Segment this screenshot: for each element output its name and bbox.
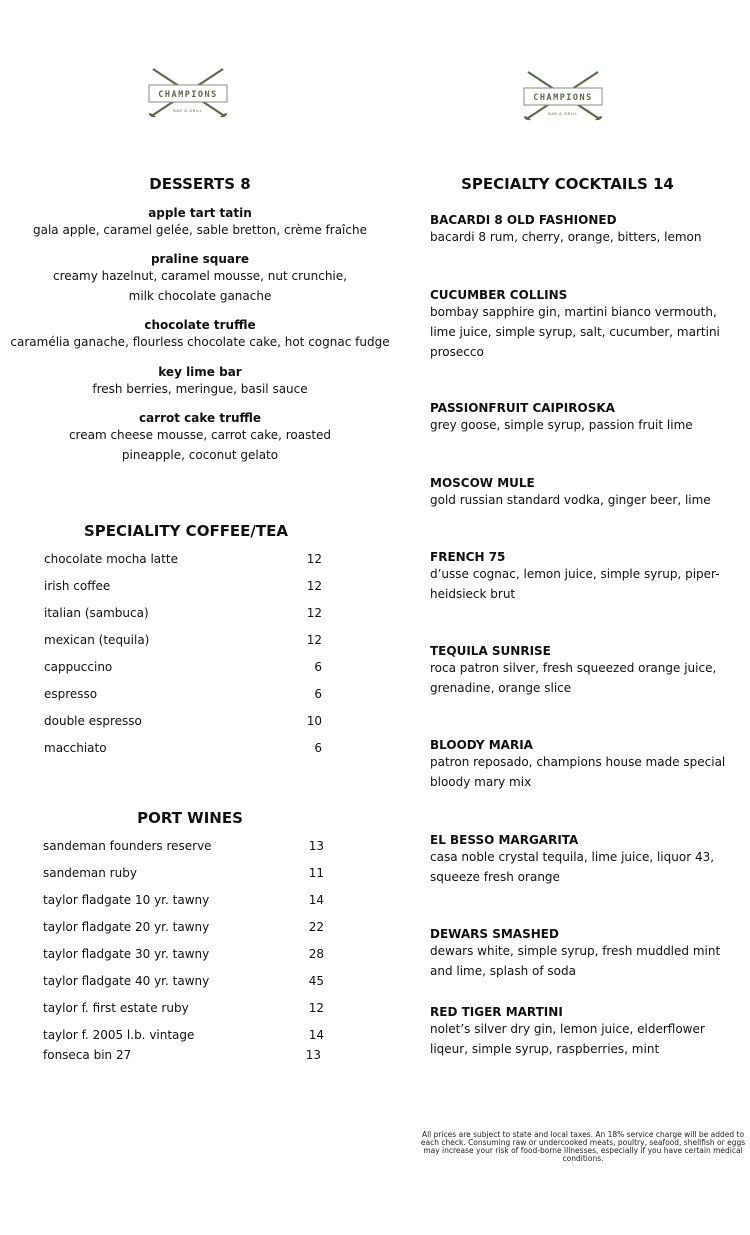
port-item-price: 13 [308,839,324,853]
port-item-price: 22 [308,920,324,934]
coffee-item-name: double espresso [44,714,142,728]
cocktail-name: BLOODY MARIA [430,738,533,752]
logo-left [143,63,233,123]
dessert-desc: gala apple, caramel gelée, sable bretton, crème fraîche [33,223,367,237]
coffee-item-name: chocolate mocha latte [44,552,178,566]
svg-text:CHAMPIONS: CHAMPIONS [158,90,218,100]
dessert-desc: milk chocolate ganache [128,289,272,303]
logo-right [518,66,608,126]
coffee-item-price: 6 [314,660,322,674]
port-item-price: 11 [308,866,324,880]
cocktail-item [430,550,720,604]
dessert-name: apple tart tatin [148,206,252,220]
cocktail-desc: grey goose, simple syrup, passion fruit lime [430,418,693,432]
coffee-item-price: 12 [306,552,322,566]
cocktail-name: CUCUMBER COLLINS [430,288,568,302]
dessert-item [0,252,400,306]
footer-line: may increase your risk of food-borne illnesses, especially if you have certain medical [423,1146,743,1155]
port-item-name: taylor fladgate 30 yr. tawny [43,947,210,961]
cocktail-item [430,476,711,510]
cocktail-desc: bloody mary mix [430,775,532,789]
cocktail-name: BACARDI 8 OLD FASHIONED [430,213,617,227]
port-item-name: sandeman founders reserve [43,839,212,853]
cocktail-item [430,927,720,981]
cocktail-desc: prosecco [430,345,484,359]
coffee-item-price: 10 [306,714,322,728]
cocktail-item [430,833,714,887]
dessert-item [0,365,400,399]
dessert-desc: caramélia ganache, flourless chocolate cake, hot cognac fudge [10,335,390,349]
port-item-price: 12 [308,1001,324,1015]
port-item-name: taylor fladgate 20 yr. tawny [43,920,210,934]
coffee-item-name: espresso [44,687,98,701]
coffee-item-name: cappuccino [44,660,113,674]
coffee-item-price: 12 [306,633,322,647]
coffee-item-price: 12 [306,606,322,620]
desserts-title: DESSERTS 8 [149,175,251,193]
cocktail-desc: gold russian standard vodka, ginger beer, lime [430,493,711,507]
cocktail-item [430,738,725,792]
dessert-item [0,411,400,465]
coffee-item-price: 6 [314,741,322,755]
dessert-desc: fresh berries, meringue, basil sauce [92,382,308,396]
coffee-item-price: 12 [306,579,322,593]
dessert-desc: creamy hazelnut, caramel mousse, nut crunchie, [53,269,347,283]
port-item-name: sandeman ruby [43,866,137,880]
cocktail-name: EL BESSO MARGARITA [430,833,579,847]
cocktail-item [430,644,716,698]
cocktail-desc: nolet’s silver dry gin, lemon juice, elderflower [430,1022,705,1036]
coffee-item-name: macchiato [44,741,107,755]
port-item-name: fonseca bin 27 [43,1048,132,1062]
cocktail-desc: squeeze fresh orange [430,870,560,884]
port-item-price: 28 [308,947,324,961]
svg-text:BAR & GRILL: BAR & GRILL [548,112,578,116]
cocktail-name: DEWARS SMASHED [430,927,559,941]
dessert-item [0,318,400,352]
port-item-name: taylor fladgate 40 yr. tawny [43,974,210,988]
footer-disclaimer [418,1131,748,1163]
cocktail-desc: lime juice, simple syrup, salt, cucumber, martini [430,325,720,339]
cocktail-desc: dewars white, simple syrup, fresh muddled mint [430,944,721,958]
port-item-name: taylor fladgate 10 yr. tawny [43,893,210,907]
dessert-desc: pineapple, coconut gelato [121,448,279,462]
port-title: PORT WINES [137,809,243,827]
cocktail-desc: bacardi 8 rum, cherry, orange, bitters, lemon [430,230,702,244]
port-item-price: 14 [308,1028,324,1042]
dessert-name: praline square [150,252,250,266]
cocktail-item [430,401,693,435]
port-item-price: 45 [308,974,324,988]
dessert-name: chocolate truffle [144,318,256,332]
dessert-item [0,206,400,240]
port-item-price: 13 [305,1048,321,1062]
champions-logo-icon [518,66,608,126]
champions-logo-icon [143,63,233,123]
dessert-desc: cream cheese mousse, carrot cake, roasted [68,428,332,442]
cocktail-desc: liqeur, simple syrup, raspberries, mint [430,1042,660,1056]
port-item-name: taylor f. first estate ruby [43,1001,189,1015]
port-item-price: 14 [308,893,324,907]
cocktail-name: RED TIGER MARTINI [430,1005,563,1019]
cocktail-desc: patron reposado, champions house made special [430,755,726,769]
dessert-name: carrot cake truffle [138,411,262,425]
coffee-item-name: mexican (tequila) [44,633,150,647]
cocktail-name: PASSIONFRUIT CAIPIROSKA [430,401,615,415]
cocktail-desc: grenadine, orange slice [430,681,572,695]
coffee-item-price: 6 [314,687,322,701]
cocktail-desc: and lime, splash of soda [430,964,576,978]
coffee-title: SPECIALITY COFFEE/TEA [83,522,288,540]
svg-text:BAR & GRILL: BAR & GRILL [173,109,203,113]
svg-text:CHAMPIONS: CHAMPIONS [533,93,593,103]
cocktail-desc: bombay sapphire gin, martini bianco vermouth, [430,305,717,319]
footer-line: All prices are subject to state and local taxes. An 18% service charge will be added to [421,1130,745,1139]
cocktail-desc: casa noble crystal tequila, lime juice, liquor 43, [430,850,715,864]
cocktail-item [430,213,701,247]
port-item-name: taylor f. 2005 l.b. vintage [43,1028,195,1042]
cocktail-name: FRENCH 75 [430,550,506,564]
coffee-item-name: italian (sambuca) [44,606,149,620]
cocktail-name: TEQUILA SUNRISE [430,644,551,658]
cocktails-title: SPECIALTY COCKTAILS 14 [461,175,674,193]
cocktail-name: MOSCOW MULE [430,476,535,490]
dessert-name: key lime bar [158,365,242,379]
cocktail-item [430,1005,705,1059]
cocktail-item [430,288,720,362]
coffee-item-name: irish coffee [44,579,111,593]
cocktail-desc: heidsieck brut [430,587,516,601]
cocktail-desc: roca patron silver, fresh squeezed orange juice, [430,661,717,675]
footer-line: conditions. [562,1154,604,1163]
cocktail-desc: d’usse cognac, lemon juice, simple syrup, piper- [430,567,720,581]
footer-line: each check. Consuming raw or undercooked meats, poultry, seafood, shellfish or eggs [420,1138,746,1147]
